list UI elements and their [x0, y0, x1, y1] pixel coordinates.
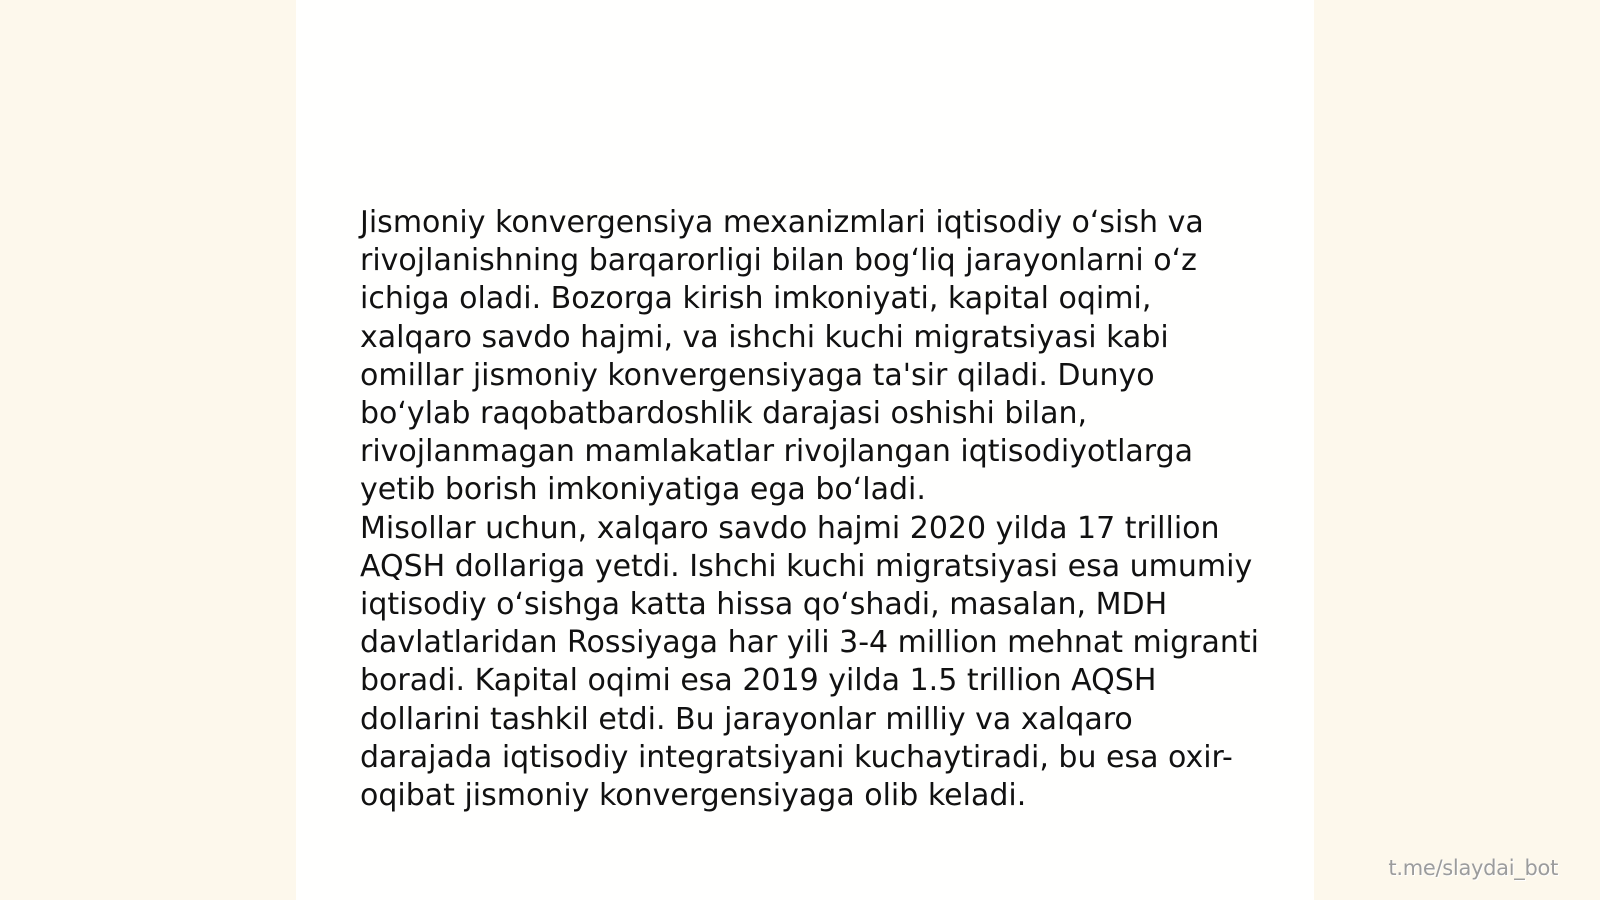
paragraph-physical-convergence: Jismoniy konvergensiya mexanizmlari iqtisodiy o‘sish va rivojlanishning barqarorligi bilan bog‘liq jarayonlarni o‘z ichiga oladi. Bozorga kirish imkoniyati, kapital oqimi, xalqaro savdo hajmi, va ishchi kuchi migratsiyasi kabi omillar jismoniy konvergensiyaga ta'sir qiladi. Dunyo bo‘ylab raqobatbardoshlik darajasi oshishi bilan, rivojlanmagan mamlakatlar rivojlangan iqtisodiyotlarga yetib borish imkoniyatiga ega bo‘ladi.	[360, 205, 1204, 508]
slide-body-text	[360, 204, 1260, 815]
slide-panel	[296, 0, 1314, 900]
paragraph-examples: Misollar uchun, xalqaro savdo hajmi 2020 yilda 17 trillion AQSH dollariga yetdi. Ishchi kuchi migratsiyasi esa umumiy iqtisodiy o‘sishga katta hissa qo‘shadi, masalan, MDH davlatlaridan Rossiyaga har yili 3-4 million mehnat migranti boradi. Kapital oqimi esa 2019 yilda 1.5 trillion AQSH dollarini tashkil etdi. Bu jarayonlar milliy va xalqaro darajada iqtisodiy integratsiyani kuchaytiradi, bu esa oxir-oqibat jismoniy konvergensiyaga olib keladi.	[360, 510, 1259, 814]
watermark-text: t.me/slaydai_bot	[1388, 856, 1558, 880]
